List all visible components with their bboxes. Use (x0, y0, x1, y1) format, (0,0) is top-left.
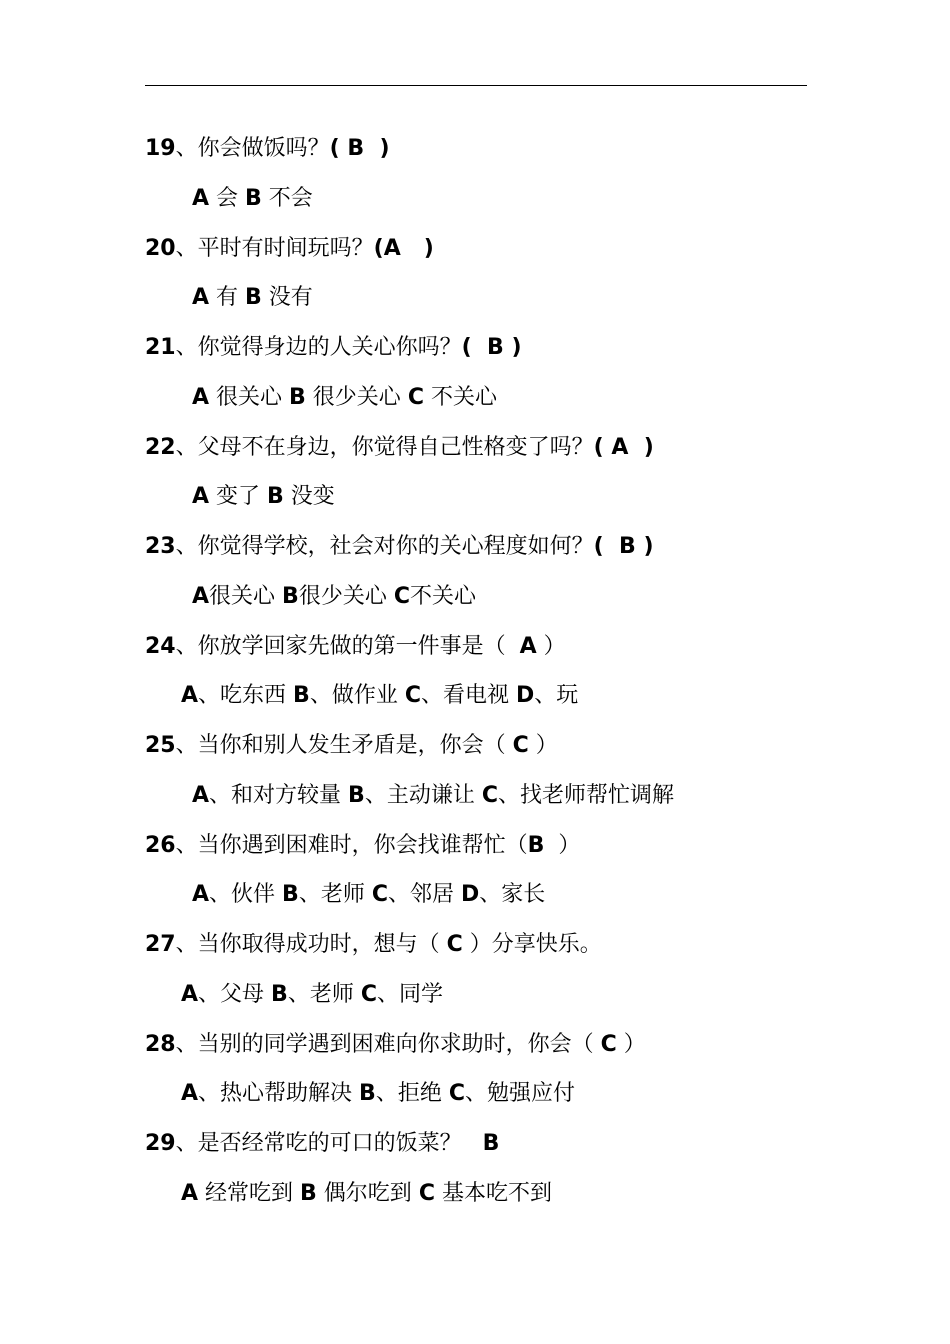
option-text-segment: 基本吃不到 (434, 1180, 552, 1206)
question-text-segment: 29 (145, 1131, 176, 1156)
option-text-segment: 、老师 (298, 882, 372, 908)
option-text-segment: B (245, 185, 262, 211)
option-text-segment: 、吃东西 (198, 683, 294, 709)
question-line (0, 1020, 950, 1070)
option-text-segment: B (271, 981, 288, 1007)
question-text-segment: ） (616, 1031, 646, 1057)
option-text-segment: 偶尔吃到 (316, 1180, 419, 1206)
options-line (0, 572, 950, 622)
option-text-segment: C (448, 1081, 465, 1107)
option-text-segment: 没有 (261, 285, 313, 311)
question-line (0, 224, 950, 274)
option-text-segment: 很少关心 (298, 583, 394, 609)
options-line (0, 373, 950, 423)
option-text-segment: 、和对方较量 (209, 782, 349, 808)
question-text-segment: 、父母不在身边，你觉得自己性格变了吗？ (175, 434, 594, 460)
option-text-segment: 、勉强应付 (464, 1081, 575, 1107)
question-line (0, 721, 950, 771)
question-text-segment: C (512, 733, 529, 758)
question-text-segment: ） (528, 733, 558, 758)
options-line (0, 771, 950, 821)
option-text-segment: 不会 (261, 185, 313, 211)
option-text-segment: 、邻居 (387, 882, 461, 908)
option-text-segment: 、找老师帮忙调解 (497, 782, 674, 808)
question-text-segment: C (600, 1031, 617, 1057)
option-text-segment: B (282, 882, 299, 908)
question-text-segment: ） (536, 633, 566, 659)
option-text-segment: 不关心 (423, 384, 497, 410)
option-text-segment: 没变 (283, 484, 335, 510)
question-text-segment: ）分享快乐。 (462, 932, 602, 957)
option-text-segment: C (371, 882, 388, 908)
option-text-segment: B (245, 285, 262, 311)
option-text-segment: 、看电视 (420, 683, 516, 709)
question-text-segment: ） (544, 832, 581, 858)
option-text-segment: D (460, 882, 480, 908)
options-line (0, 174, 950, 224)
question-text-segment: ( B ) (329, 136, 390, 161)
option-text-segment: D (515, 683, 535, 709)
question-text-segment: 、是否经常吃的可口的饭菜？ (175, 1131, 483, 1156)
question-text-segment: A (519, 633, 537, 659)
option-text-segment: B (267, 484, 284, 510)
options-line (0, 671, 950, 721)
option-text-segment: 经常吃到 (198, 1180, 301, 1206)
options-line (0, 1069, 950, 1119)
options-line (0, 870, 950, 920)
question-text-segment: B (482, 1131, 500, 1156)
option-text-segment: 、父母 (198, 981, 272, 1007)
option-text-segment: B (289, 384, 306, 410)
option-text-segment: C (360, 981, 377, 1007)
question-text-segment: 、你觉得身边的人关心你吗？ (175, 335, 462, 360)
option-text-segment: 会 (209, 185, 246, 211)
option-text-segment: 、做作业 (309, 683, 405, 709)
question-text-segment: 28 (145, 1031, 176, 1057)
option-text-segment: C (481, 782, 498, 808)
question-line (0, 622, 950, 672)
question-line (0, 920, 950, 970)
question-text-segment: 23 (145, 534, 176, 559)
option-text-segment: A (181, 1180, 199, 1206)
option-text-segment: A (192, 185, 210, 211)
option-text-segment: 、拒绝 (375, 1081, 449, 1107)
question-text-segment: ( B ) (461, 335, 522, 360)
header-rule (145, 85, 807, 86)
question-text-segment: 、当你和别人发生矛盾是，你会（ (175, 733, 513, 758)
options-line (0, 970, 950, 1020)
option-text-segment: C (418, 1180, 435, 1206)
question-text-segment: 、你会做饭吗？ (175, 136, 330, 161)
option-text-segment: 变了 (209, 484, 268, 510)
options-line (0, 1169, 950, 1219)
option-text-segment: A (192, 583, 210, 609)
option-text-segment: 、伙伴 (209, 882, 283, 908)
question-text-segment: 26 (145, 832, 176, 858)
option-text-segment: B (359, 1081, 376, 1107)
option-text-segment: A (192, 882, 210, 908)
question-text-segment: 24 (145, 633, 176, 659)
question-text-segment: C (446, 932, 463, 957)
option-text-segment: 不关心 (409, 583, 476, 609)
question-text-segment: 、你放学回家先做的第一件事是（ (175, 633, 520, 659)
question-line (0, 821, 950, 871)
question-text-segment: ( B ) (593, 534, 654, 559)
question-text-segment: B (527, 832, 545, 858)
option-text-segment: 很关心 (209, 583, 283, 609)
question-text-segment: ( A ) (593, 434, 654, 460)
option-text-segment: C (404, 683, 421, 709)
question-line (0, 323, 950, 373)
option-text-segment: C (393, 583, 410, 609)
question-line (0, 423, 950, 473)
question-text-segment: 、你觉得学校，社会对你的关心程度如何？ (175, 534, 594, 559)
question-text-segment: 19 (145, 136, 176, 161)
option-text-segment: A (181, 981, 199, 1007)
question-text-segment: 22 (145, 434, 176, 460)
option-text-segment: 很关心 (209, 384, 290, 410)
question-text-segment: 21 (145, 335, 176, 360)
option-text-segment: 有 (209, 285, 246, 311)
option-text-segment: 、老师 (287, 981, 361, 1007)
option-text-segment: 、家长 (479, 882, 546, 908)
option-text-segment: B (293, 683, 310, 709)
option-text-segment: A (192, 285, 210, 311)
option-text-segment: B (348, 782, 365, 808)
option-text-segment: A (192, 484, 210, 510)
option-text-segment: 、热心帮助解决 (198, 1081, 360, 1107)
option-text-segment: A (181, 1081, 199, 1107)
option-text-segment: B (282, 583, 299, 609)
option-text-segment: 、玩 (534, 683, 579, 709)
question-text-segment: 20 (145, 235, 176, 261)
options-line (0, 472, 950, 522)
question-text-segment: 27 (145, 932, 176, 957)
option-text-segment: A (181, 683, 199, 709)
question-line (0, 124, 950, 174)
options-line (0, 273, 950, 323)
question-text-segment: 25 (145, 733, 176, 758)
option-text-segment: 、主动谦让 (364, 782, 482, 808)
option-text-segment: 很少关心 (305, 384, 408, 410)
question-text-segment: (A ) (373, 235, 434, 261)
questionnaire-body (0, 124, 950, 1219)
option-text-segment: A (192, 782, 210, 808)
option-text-segment: A (192, 384, 210, 410)
question-text-segment: 、当别的同学遇到困难向你求助时，你会（ (175, 1031, 601, 1057)
option-text-segment: 、同学 (376, 981, 443, 1007)
option-text-segment: C (407, 384, 424, 410)
question-line (0, 1119, 950, 1169)
question-text-segment: 、平时有时间玩吗？ (175, 235, 374, 261)
question-text-segment: 、当你取得成功时，想与（ (175, 932, 447, 957)
question-text-segment: 、当你遇到困难时，你会找谁帮忙（ (175, 832, 528, 858)
question-line (0, 522, 950, 572)
option-text-segment: B (300, 1180, 317, 1206)
